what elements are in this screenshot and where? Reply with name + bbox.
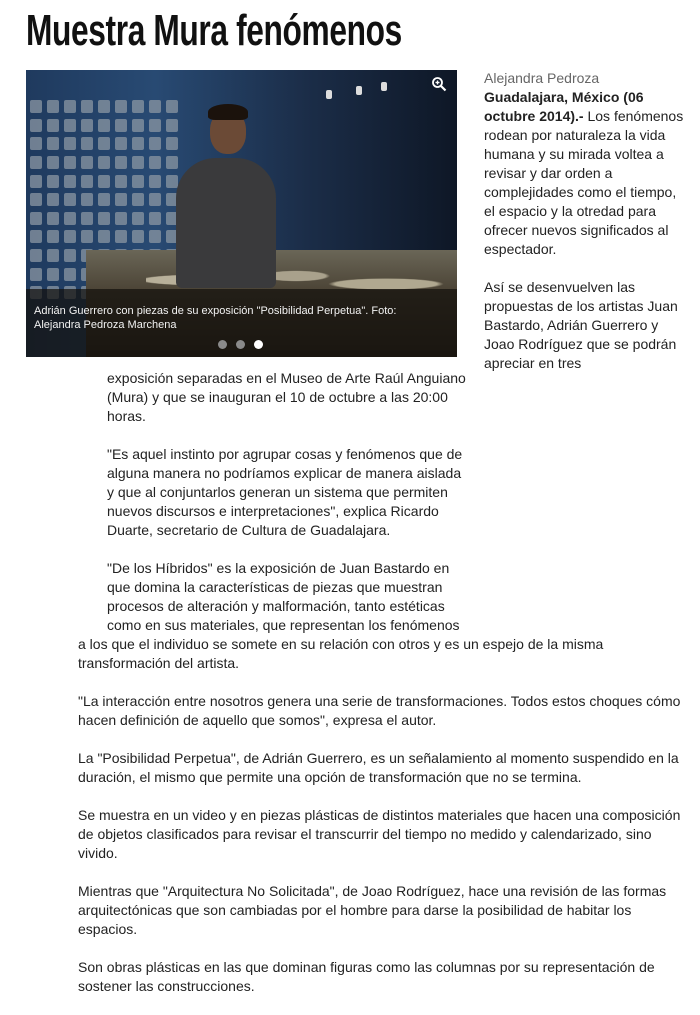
artwork-tile [98, 119, 110, 132]
artwork-tile [81, 212, 93, 225]
artwork-tile [98, 100, 110, 113]
artwork-tile [115, 119, 127, 132]
artwork-tile [30, 268, 42, 281]
artwork-tile [81, 156, 93, 169]
artwork-tile [149, 193, 161, 206]
slide-indicators [218, 340, 263, 349]
artwork-tile [149, 175, 161, 188]
artwork-tile [115, 230, 127, 243]
artwork-tile [30, 100, 42, 113]
artwork-tile [64, 156, 76, 169]
artwork-tile [149, 100, 161, 113]
author-name: Alejandra Pedroza [484, 70, 600, 86]
artwork-tile [81, 137, 93, 150]
artwork-tile [47, 268, 59, 281]
artwork-tile [115, 156, 127, 169]
artwork-tile [149, 156, 161, 169]
paragraph: "De los Híbridos" es la exposición de Juan Bastardo en que domina la características de piezas que muestran procesos de alteración y malformación, tanto estéticas como en sus materiales, que representan los fenómenos a los que el individuo se somete en su relación con otros y es un espejo de la misma transformación del artista. [78, 560, 604, 671]
artwork-tile [98, 175, 110, 188]
artwork-tile [132, 212, 144, 225]
artwork-tile [115, 137, 127, 150]
article-intro [484, 69, 684, 392]
artwork-tile [47, 119, 59, 132]
paragraph: La "Posibilidad Perpetua", de Adrián Guerrero, es un señalamiento al momento suspendido en la duración, el mismo que permite una opción de transformación que no se termina. [78, 750, 679, 785]
artwork-tile [81, 100, 93, 113]
dateline: Guadalajara, México (06 octubre 2014).- [484, 89, 644, 124]
artwork-tile [115, 100, 127, 113]
artwork-tile [132, 230, 144, 243]
artwork-tile [115, 175, 127, 188]
artwork-tile [132, 119, 144, 132]
artwork-tile [132, 100, 144, 113]
artwork-tile [64, 249, 76, 262]
paragraph: Son obras plásticas en las que dominan figuras como las columnas por su representación de sostener las construcciones. [78, 959, 655, 994]
artwork-tile [30, 193, 42, 206]
slide-dot-1[interactable] [218, 340, 227, 349]
artwork-tile [98, 230, 110, 243]
article-title: Muestra Mura fenómenos [26, 6, 402, 55]
artwork-tile [64, 175, 76, 188]
slide-dot-2[interactable] [236, 340, 245, 349]
artwork-tile [47, 212, 59, 225]
artwork-tile [132, 156, 144, 169]
paragraph-2-end: exposición separadas en el Museo de Arte Raúl Anguiano (Mura) y que se inauguran el 10 de octubre a las 20:00 horas. [107, 370, 466, 424]
artwork-tile [81, 175, 93, 188]
artwork-tile [64, 100, 76, 113]
artwork-tile [47, 156, 59, 169]
zoom-in-icon[interactable] [431, 76, 449, 94]
artwork-tile [98, 137, 110, 150]
artwork-tile [149, 119, 161, 132]
artwork-tile [64, 212, 76, 225]
photo-caption: Adrián Guerrero con piezas de su exposición "Posibilidad Perpetua". Foto: Alejandra Pedroza Marchena [34, 305, 397, 331]
paragraph: Mientras que "Arquitectura No Solicitada", de Joao Rodríguez, hace una revisión de las formas arquitectónicas que son cambiadas por el hombre para darse la posibilidad de habitar los espacios. [78, 883, 667, 937]
artwork-tile [30, 212, 42, 225]
lead-text: Los fenómenos rodean por naturaleza la vida humana y su mirada voltea a revisar y dar orden a complejidades como el tiempo, el espacio y la otredad para ofrecer nuevos significados al espectador. [484, 108, 684, 257]
artwork-tile [166, 156, 178, 169]
artwork-tile [30, 137, 42, 150]
artwork-tile [64, 268, 76, 281]
artwork-tile [132, 137, 144, 150]
artwork-tile [47, 230, 59, 243]
paragraph: "Es aquel instinto por agrupar cosas y fenómenos que de alguna manera no podríamos explicar de manera aislada y que al conjuntarlos generan un sistema que permiten nuevos discursos e interpretaciones", explica Ricardo Duarte, secretario de Cultura de Guadalajara. [107, 446, 463, 538]
artwork-tile [149, 230, 161, 243]
artwork-tile [98, 156, 110, 169]
artwork-tile [166, 137, 178, 150]
artwork-tile [115, 193, 127, 206]
artwork-tile [81, 119, 93, 132]
artwork-tile [149, 212, 161, 225]
artwork-tile [30, 249, 42, 262]
artwork-tile [81, 230, 93, 243]
paragraph: "La interacción entre nosotros genera una serie de transformaciones. Todos estos choques cómo hacen definición de aquello que somos", expresa el autor. [78, 693, 681, 728]
artwork-tile [30, 119, 42, 132]
ceiling-lights [326, 82, 416, 102]
artwork-tile [64, 230, 76, 243]
artwork-tile [166, 100, 178, 113]
paragraph-2-start: Así se desenvuelven las propuestas de los artistas Juan Bastardo, Adrián Guerrero y Joao Rodríguez que se podrán apreciar en tres [484, 279, 678, 371]
artwork-tile [115, 212, 127, 225]
artwork-tile [149, 137, 161, 150]
artwork-tile [47, 175, 59, 188]
artwork-tile [47, 137, 59, 150]
artwork-tile [81, 193, 93, 206]
artwork-tile [64, 137, 76, 150]
artwork-tile [64, 119, 76, 132]
paragraph: Se muestra en un video y en piezas plásticas de distintos materiales que hacen una composición de objetos clasificados para revisar el transcurrir del tiempo no medido y calendarizado, sino vivido. [78, 807, 681, 861]
artwork-tile [30, 156, 42, 169]
person-hair [208, 104, 248, 120]
artwork-tile [166, 175, 178, 188]
artwork-tile [30, 175, 42, 188]
article-body [78, 369, 682, 1015]
photo-gallery[interactable] [26, 70, 457, 357]
artwork-tile [132, 193, 144, 206]
slide-dot-3[interactable] [254, 340, 263, 349]
artwork-tile [64, 193, 76, 206]
artwork-tile [30, 230, 42, 243]
person-figure [176, 158, 276, 288]
artwork-tile [47, 100, 59, 113]
artwork-tile [47, 249, 59, 262]
artwork-tile [132, 175, 144, 188]
artwork-tile [166, 119, 178, 132]
artwork-tile [47, 193, 59, 206]
artwork-tile [98, 193, 110, 206]
artwork-tile [98, 212, 110, 225]
